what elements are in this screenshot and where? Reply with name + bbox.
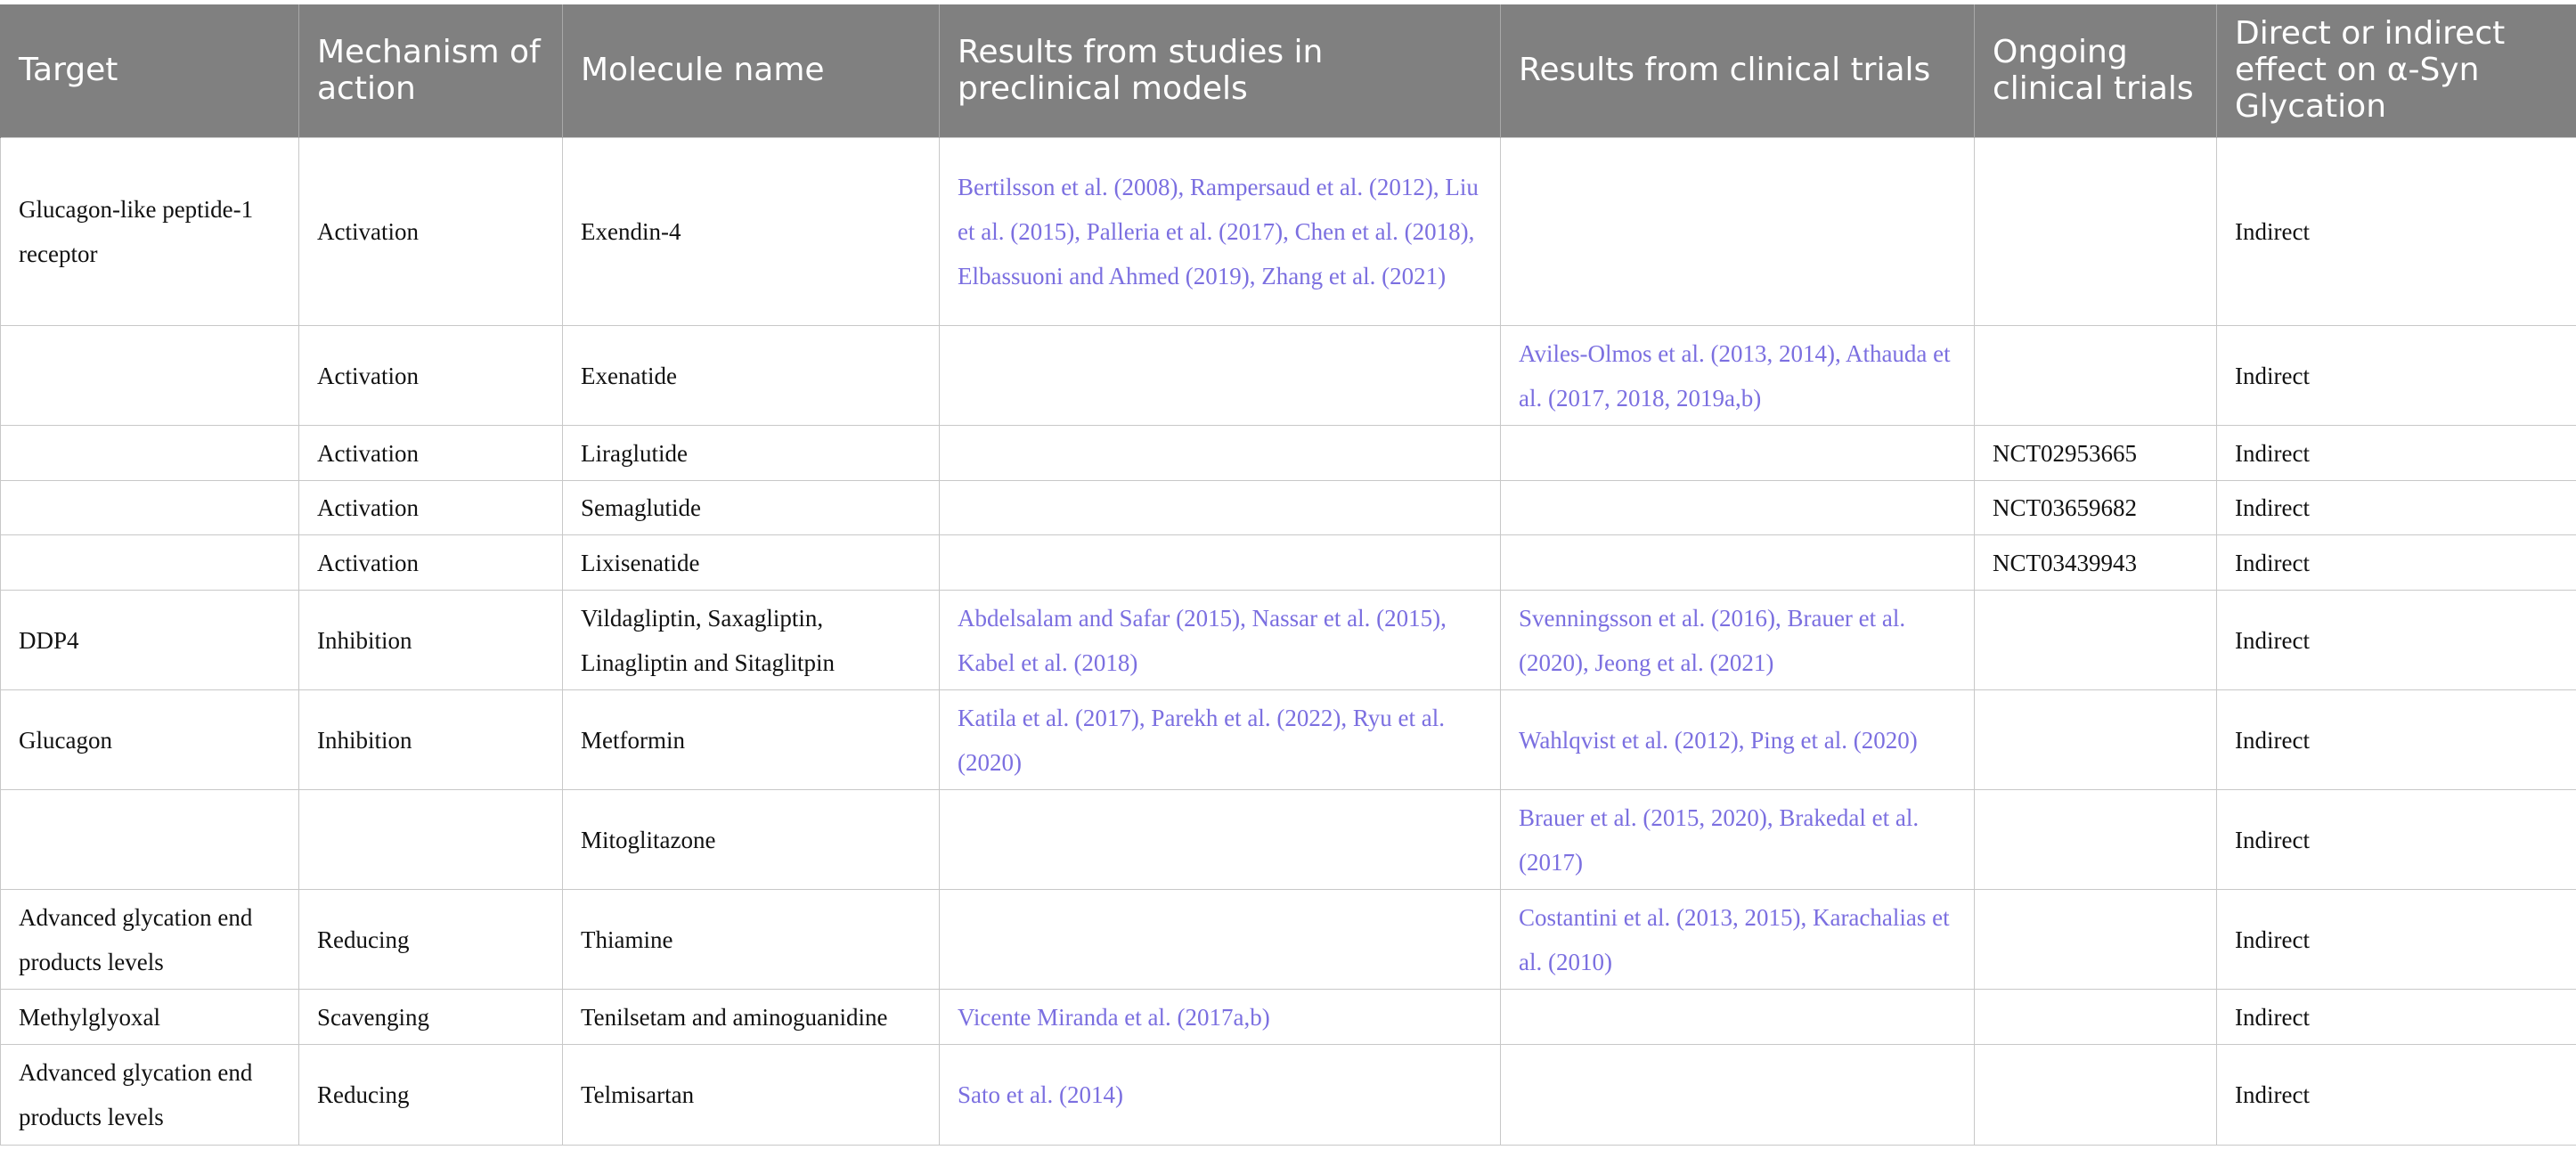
cell-glycation-effect: Indirect [2217, 890, 2576, 990]
cell-ongoing-trials [1975, 990, 2217, 1045]
cell-molecule: Vildagliptin, Saxagliptin, Linagliptin and Sitaglitpin [563, 591, 940, 690]
header-ongoing-clinical-trials: Ongoing clinical trials [1975, 4, 2217, 138]
cell-mechanism: Scavenging [299, 990, 563, 1045]
table-row [1, 790, 2576, 890]
cell-preclinical-references[interactable]: Vicente Miranda et al. (2017a,b) [940, 990, 1501, 1045]
cell-clinical-references[interactable] [1501, 535, 1975, 591]
cell-clinical-references[interactable]: Wahlqvist et al. (2012), Ping et al. (2020) [1501, 690, 1975, 790]
cell-mechanism: Reducing [299, 890, 563, 990]
cell-mechanism [299, 790, 563, 890]
cell-glycation-effect: Indirect [2217, 790, 2576, 890]
cell-mechanism: Reducing [299, 1045, 563, 1146]
cell-glycation-effect: Indirect [2217, 990, 2576, 1045]
data-table [0, 4, 2576, 1146]
cell-glycation-effect: Indirect [2217, 426, 2576, 481]
cell-clinical-references[interactable] [1501, 990, 1975, 1045]
cell-preclinical-references[interactable] [940, 790, 1501, 890]
cell-preclinical-references[interactable] [940, 890, 1501, 990]
cell-target: Advanced glycation end products levels [1, 1045, 299, 1146]
cell-molecule: Exendin-4 [563, 138, 940, 326]
cell-preclinical-references[interactable]: Katila et al. (2017), Parekh et al. (2022), Ryu et al. (2020) [940, 690, 1501, 790]
header-mechanism-of-action: Mechanism of action [299, 4, 563, 138]
cell-molecule: Mitoglitazone [563, 790, 940, 890]
cell-glycation-effect: Indirect [2217, 138, 2576, 326]
cell-target [1, 790, 299, 890]
table-row [1, 1045, 2576, 1146]
cell-target: Advanced glycation end products levels [1, 890, 299, 990]
cell-ongoing-trials [1975, 591, 2217, 690]
header-row [1, 4, 2576, 138]
cell-molecule: Tenilsetam and aminoguanidine [563, 990, 940, 1045]
cell-mechanism: Activation [299, 138, 563, 326]
cell-preclinical-references[interactable]: Sato et al. (2014) [940, 1045, 1501, 1146]
cell-clinical-references[interactable]: Brauer et al. (2015, 2020), Brakedal et al. (2017) [1501, 790, 1975, 890]
cell-clinical-references[interactable] [1501, 481, 1975, 535]
cell-ongoing-trials: NCT02953665 [1975, 426, 2217, 481]
cell-target: DDP4 [1, 591, 299, 690]
cell-mechanism: Inhibition [299, 690, 563, 790]
cell-mechanism: Activation [299, 326, 563, 426]
cell-target: Glucagon [1, 690, 299, 790]
cell-clinical-references[interactable]: Costantini et al. (2013, 2015), Karachalias et al. (2010) [1501, 890, 1975, 990]
cell-glycation-effect: Indirect [2217, 591, 2576, 690]
cell-molecule: Thiamine [563, 890, 940, 990]
cell-ongoing-trials [1975, 138, 2217, 326]
cell-preclinical-references[interactable] [940, 426, 1501, 481]
table-row [1, 426, 2576, 481]
cell-molecule: Metformin [563, 690, 940, 790]
header-target: Target [1, 4, 299, 138]
cell-molecule: Liraglutide [563, 426, 940, 481]
table-row [1, 591, 2576, 690]
cell-preclinical-references[interactable] [940, 326, 1501, 426]
cell-glycation-effect: Indirect [2217, 535, 2576, 591]
table-row [1, 690, 2576, 790]
cell-ongoing-trials [1975, 690, 2217, 790]
table-body [1, 138, 2576, 1146]
table-row [1, 481, 2576, 535]
cell-mechanism: Activation [299, 426, 563, 481]
table-row [1, 535, 2576, 591]
cell-target [1, 535, 299, 591]
cell-mechanism: Activation [299, 481, 563, 535]
cell-molecule: Lixisenatide [563, 535, 940, 591]
cell-preclinical-references[interactable] [940, 481, 1501, 535]
table-row [1, 326, 2576, 426]
cell-molecule: Semaglutide [563, 481, 940, 535]
header-clinical-trial-results: Results from clinical trials [1501, 4, 1975, 138]
header-preclinical-results: Results from studies in preclinical models [940, 4, 1501, 138]
cell-mechanism: Activation [299, 535, 563, 591]
cell-ongoing-trials: NCT03659682 [1975, 481, 2217, 535]
cell-glycation-effect: Indirect [2217, 326, 2576, 426]
cell-target: Glucagon-like peptide-1 receptor [1, 138, 299, 326]
cell-molecule: Exenatide [563, 326, 940, 426]
cell-ongoing-trials [1975, 890, 2217, 990]
cell-clinical-references[interactable] [1501, 138, 1975, 326]
cell-clinical-references[interactable] [1501, 426, 1975, 481]
cell-target [1, 326, 299, 426]
header-glycation-effect: Direct or indirect effect on α-Syn Glycation [2217, 4, 2576, 138]
cell-preclinical-references[interactable] [940, 535, 1501, 591]
cell-clinical-references[interactable]: Svenningsson et al. (2016), Brauer et al. (2020), Jeong et al. (2021) [1501, 591, 1975, 690]
cell-target [1, 481, 299, 535]
table-row [1, 138, 2576, 326]
cell-mechanism: Inhibition [299, 591, 563, 690]
cell-target [1, 426, 299, 481]
cell-ongoing-trials [1975, 1045, 2217, 1146]
cell-glycation-effect: Indirect [2217, 690, 2576, 790]
cell-target: Methylglyoxal [1, 990, 299, 1045]
cell-preclinical-references[interactable]: Abdelsalam and Safar (2015), Nassar et al. (2015), Kabel et al. (2018) [940, 591, 1501, 690]
cell-glycation-effect: Indirect [2217, 481, 2576, 535]
header-molecule-name: Molecule name [563, 4, 940, 138]
table-header [1, 4, 2576, 138]
cell-preclinical-references[interactable]: Bertilsson et al. (2008), Rampersaud et al. (2012), Liu et al. (2015), Palleria et al. (2017), Chen et al. (2018), Elbassuoni and Ahmed (2019), Zhang et al. (2021) [940, 138, 1501, 326]
cell-molecule: Telmisartan [563, 1045, 940, 1146]
cell-clinical-references[interactable]: Aviles-Olmos et al. (2013, 2014), Athauda et al. (2017, 2018, 2019a,b) [1501, 326, 1975, 426]
table-row [1, 990, 2576, 1045]
cell-clinical-references[interactable] [1501, 1045, 1975, 1146]
cell-ongoing-trials [1975, 326, 2217, 426]
data-table-container [0, 4, 2576, 1146]
cell-glycation-effect: Indirect [2217, 1045, 2576, 1146]
table-row [1, 890, 2576, 990]
cell-ongoing-trials [1975, 790, 2217, 890]
cell-ongoing-trials: NCT03439943 [1975, 535, 2217, 591]
